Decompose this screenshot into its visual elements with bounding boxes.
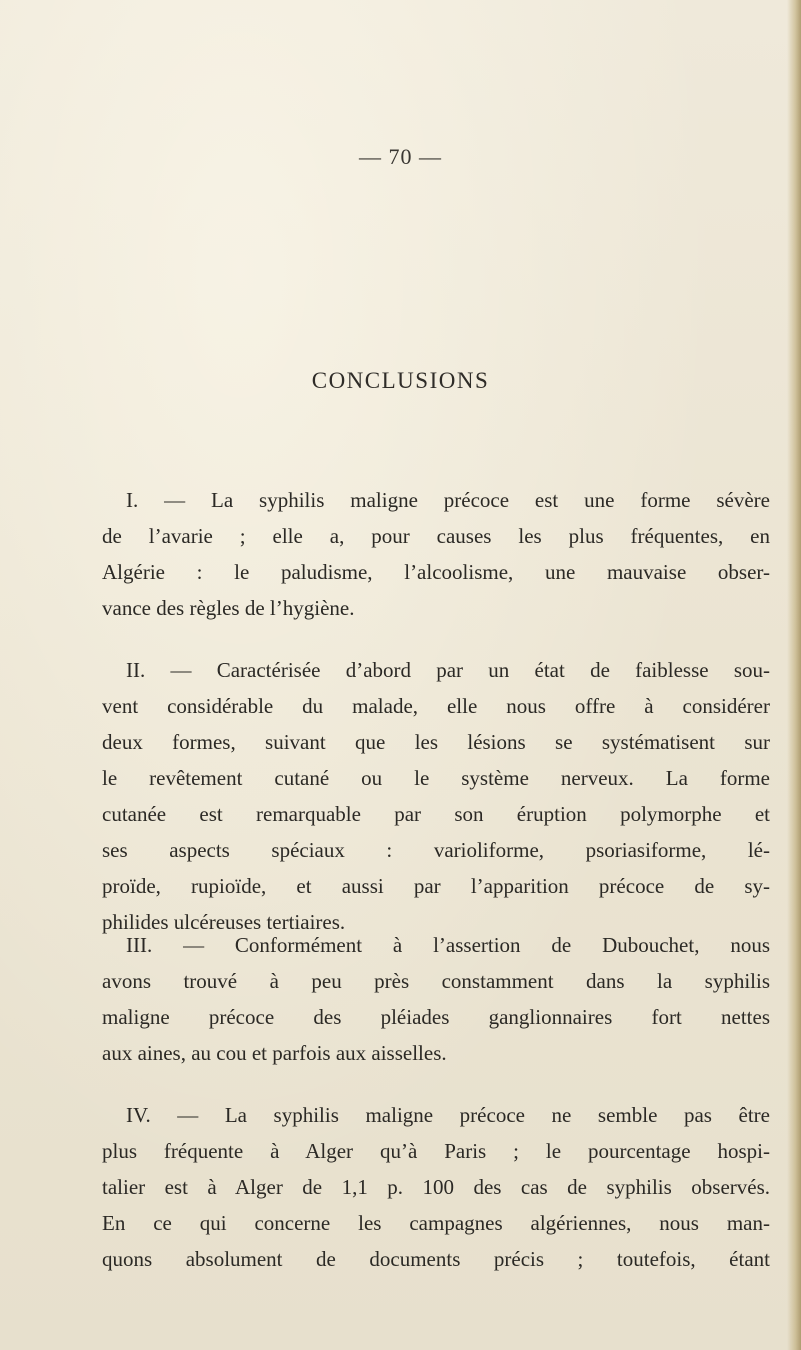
- paragraph-line: II. — Caractérisée d’abord par un état de faiblesse sou-: [126, 658, 770, 682]
- section-heading: CONCLUSIONS: [311, 368, 490, 393]
- paragraph-line: maligne précoce des pléiades ganglionnaires fort nettes: [102, 1005, 770, 1029]
- conclusion-paragraph-4: [102, 1097, 770, 1277]
- conclusion-paragraph-2: [102, 652, 770, 940]
- conclusion-paragraph-3: [102, 927, 770, 1071]
- paragraph-line: aux aines, au cou et parfois aux aisselles.: [102, 1041, 447, 1065]
- conclusion-paragraph-1: [102, 482, 770, 626]
- paragraph-line: de l’avarie ; elle a, pour causes les plus fréquentes, en: [102, 524, 770, 548]
- paragraph-line: cutanée est remarquable par son éruption polymorphe et: [102, 802, 770, 826]
- paragraph-line: proïde, rupioïde, et aussi par l’apparition précoce de sy-: [102, 874, 770, 898]
- page-number: — 70 —: [359, 144, 442, 169]
- paragraph-line: IV. — La syphilis maligne précoce ne semble pas être: [126, 1103, 770, 1127]
- paragraph-line: le revêtement cutané ou le système nerveux. La forme: [102, 766, 770, 790]
- page-edge-shadow: [787, 0, 801, 1350]
- paragraph-line: quons absolument de documents précis ; toutefois, étant: [102, 1247, 770, 1271]
- paragraph-line: philides ulcéreuses tertiaires.: [102, 910, 346, 934]
- paragraph-line: En ce qui concerne les campagnes algériennes, nous man-: [102, 1211, 770, 1235]
- paragraph-line: vent considérable du malade, elle nous offre à considérer: [102, 694, 770, 718]
- paragraph-line: vance des règles de l’hygiène.: [102, 596, 355, 620]
- paragraph-line: Algérie : le paludisme, l’alcoolisme, une mauvaise obser-: [102, 560, 770, 584]
- paragraph-line: ses aspects spéciaux : varioliforme, psoriasiforme, lé-: [102, 838, 770, 862]
- paragraph-line: plus fréquente à Alger qu’à Paris ; le pourcentage hospi-: [102, 1139, 770, 1163]
- paragraph-line: talier est à Alger de 1,1 p. 100 des cas de syphilis observés.: [102, 1175, 770, 1199]
- paragraph-line: I. — La syphilis maligne précoce est une forme sévère: [126, 488, 770, 512]
- paragraph-line: avons trouvé à peu près constamment dans la syphilis: [102, 969, 770, 993]
- paragraph-line: deux formes, suivant que les lésions se systématisent sur: [102, 730, 770, 754]
- paragraph-line: III. — Conformément à l’assertion de Dubouchet, nous: [126, 933, 770, 957]
